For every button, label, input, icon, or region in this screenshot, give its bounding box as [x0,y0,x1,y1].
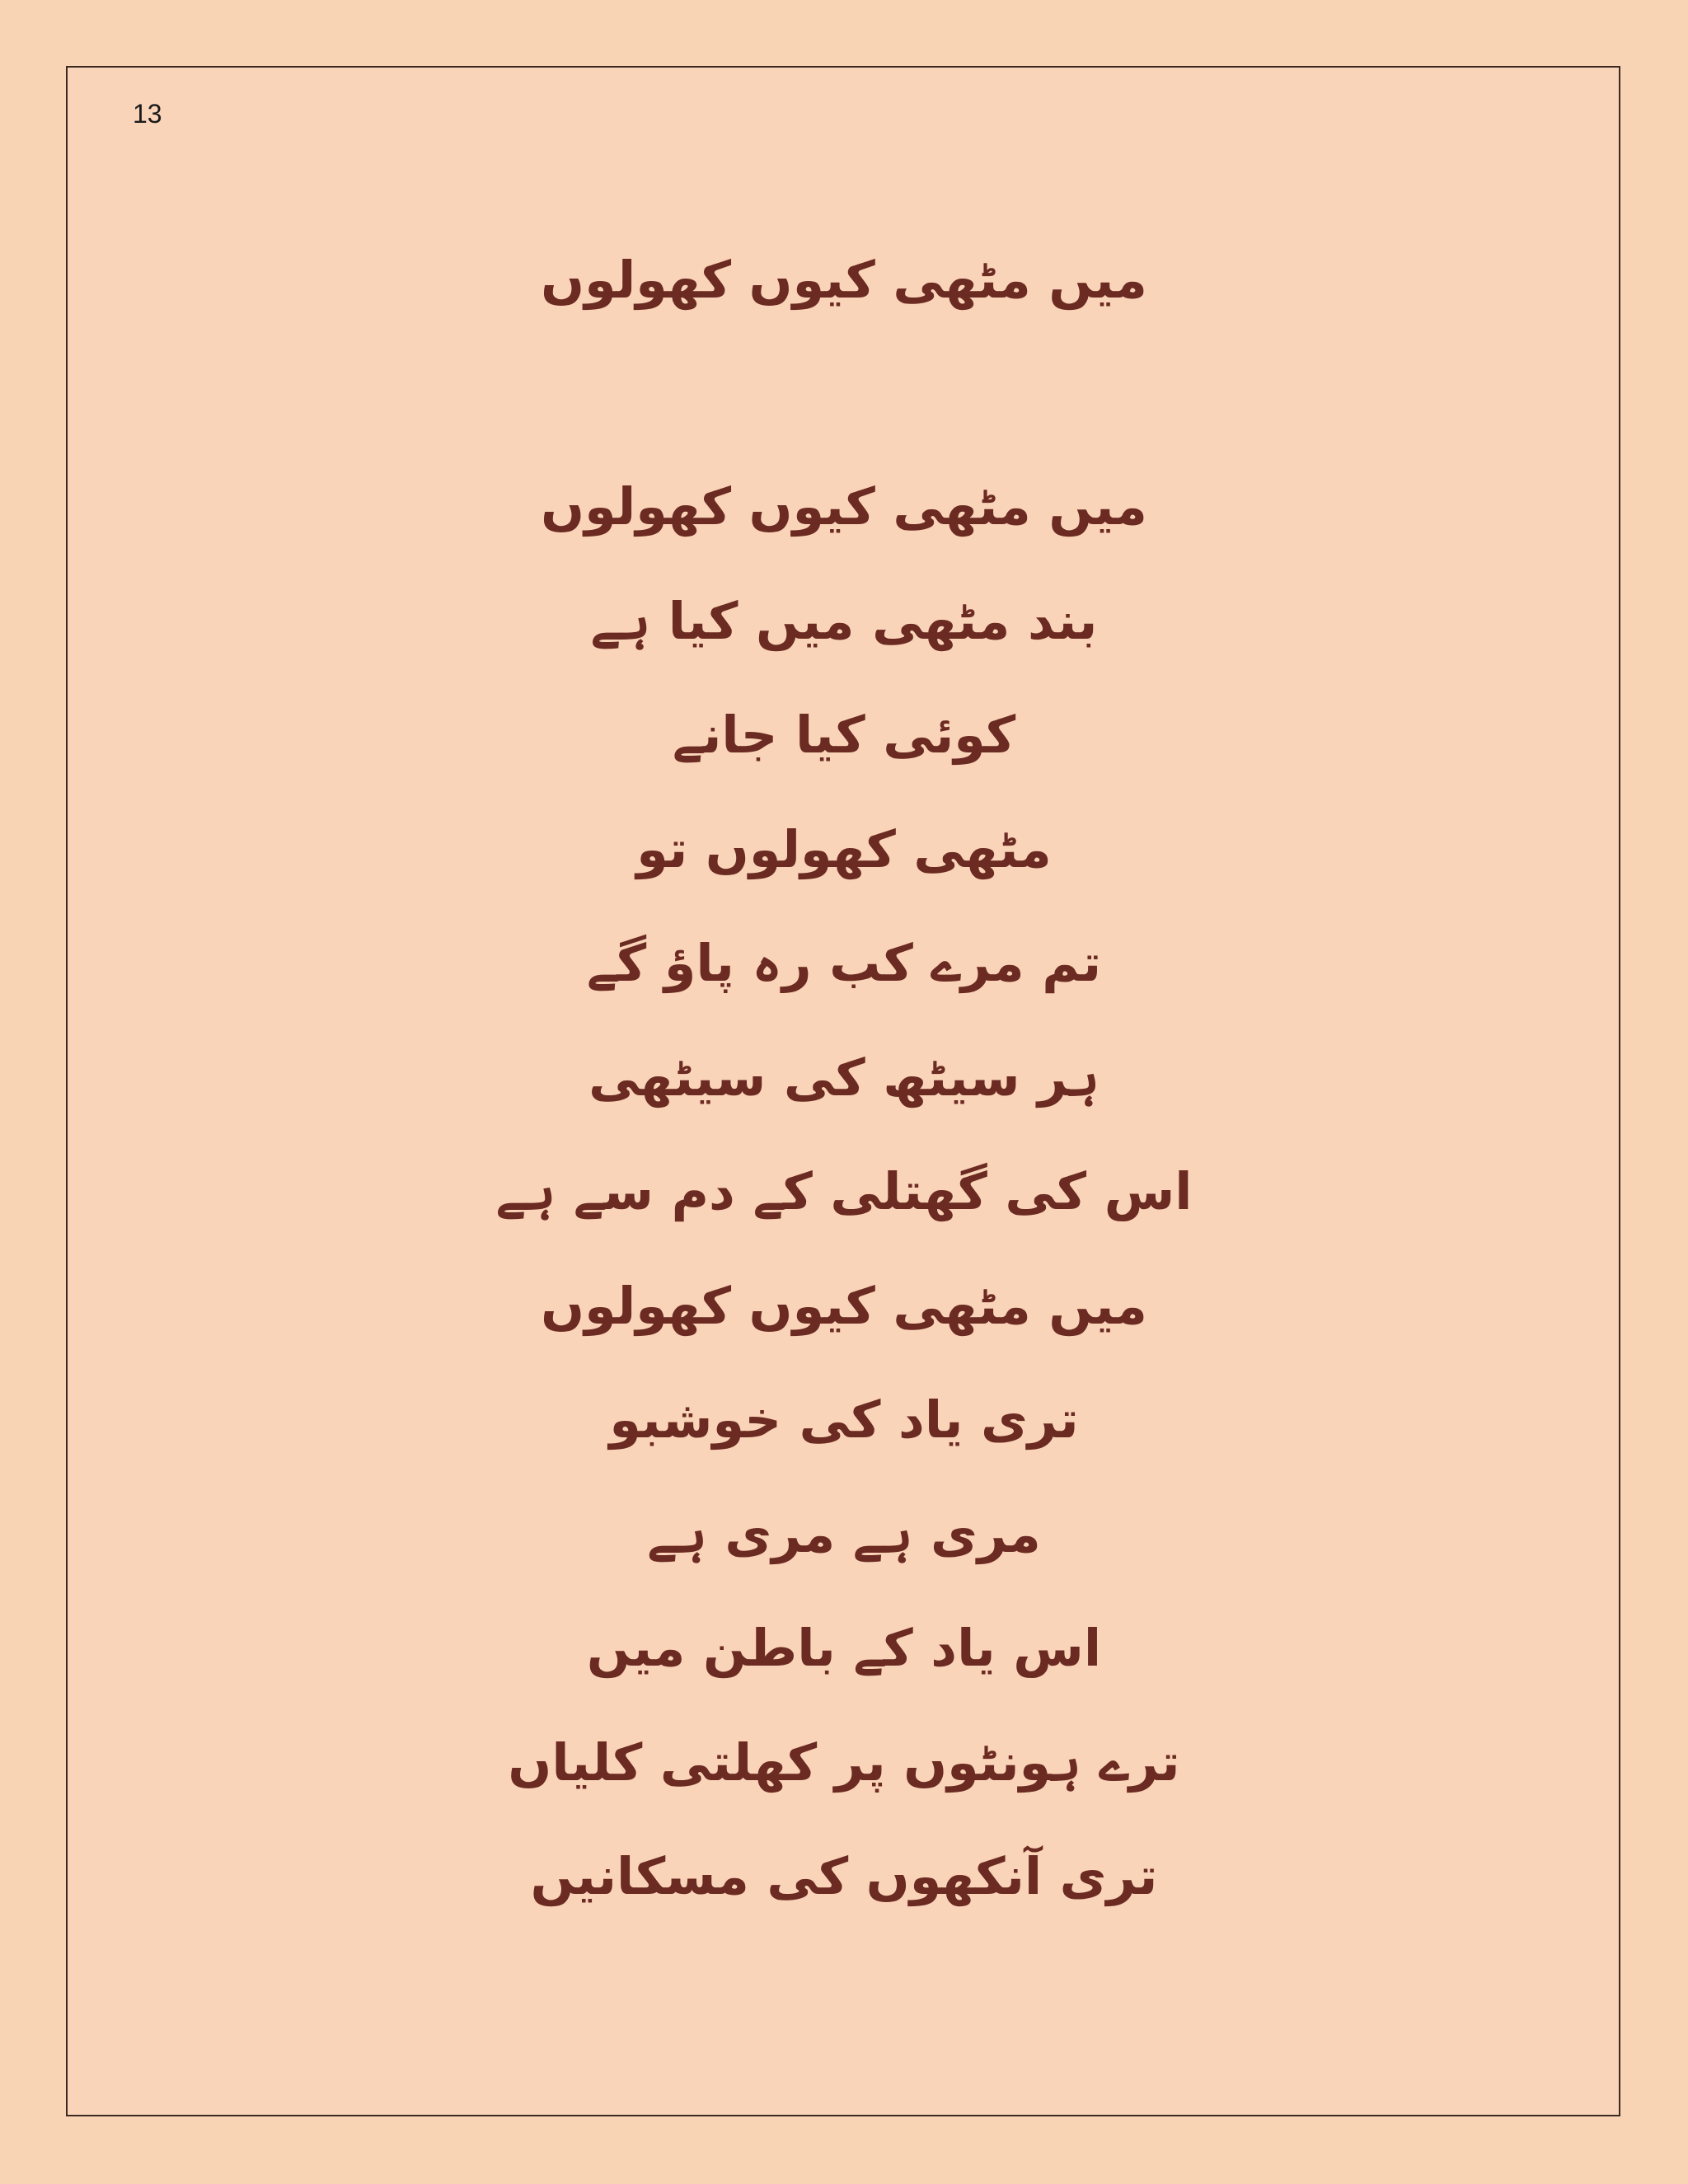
poem-line: مٹھی کھولوں تو [636,818,1052,879]
poem-line: کوئی کیا جانے [672,705,1016,765]
page-number: 13 [133,99,162,129]
poem-line: اس کی گھتلی کے دم سے ہے [495,1161,1193,1221]
poem-line: ترے ہونٹوں پر کھلتی کلیاں [508,1732,1180,1793]
poem-line: تری یاد کی خوشبو [609,1390,1079,1450]
poem-line: تم مرے کب رہ پاؤ گے [586,933,1102,993]
poem-line: بند مٹھی میں کیا ہے [590,590,1098,651]
poem-line: ہر سیٹھ کی سیٹھی [588,1047,1100,1108]
poem-line: میں مٹھی کیوں کھولوں [541,1275,1147,1336]
poem-line: اس یاد کے باطن میں [586,1618,1102,1678]
poem-body [0,470,1688,1954]
poem-line: تری آنکھوں کی مسکانیں [530,1846,1158,1906]
poem-title: میں مٹھی کیوں کھولوں [541,250,1147,310]
poem-line: مری ہے مری ہے [647,1503,1041,1564]
poem-line: میں مٹھی کیوں کھولوں [541,476,1147,537]
